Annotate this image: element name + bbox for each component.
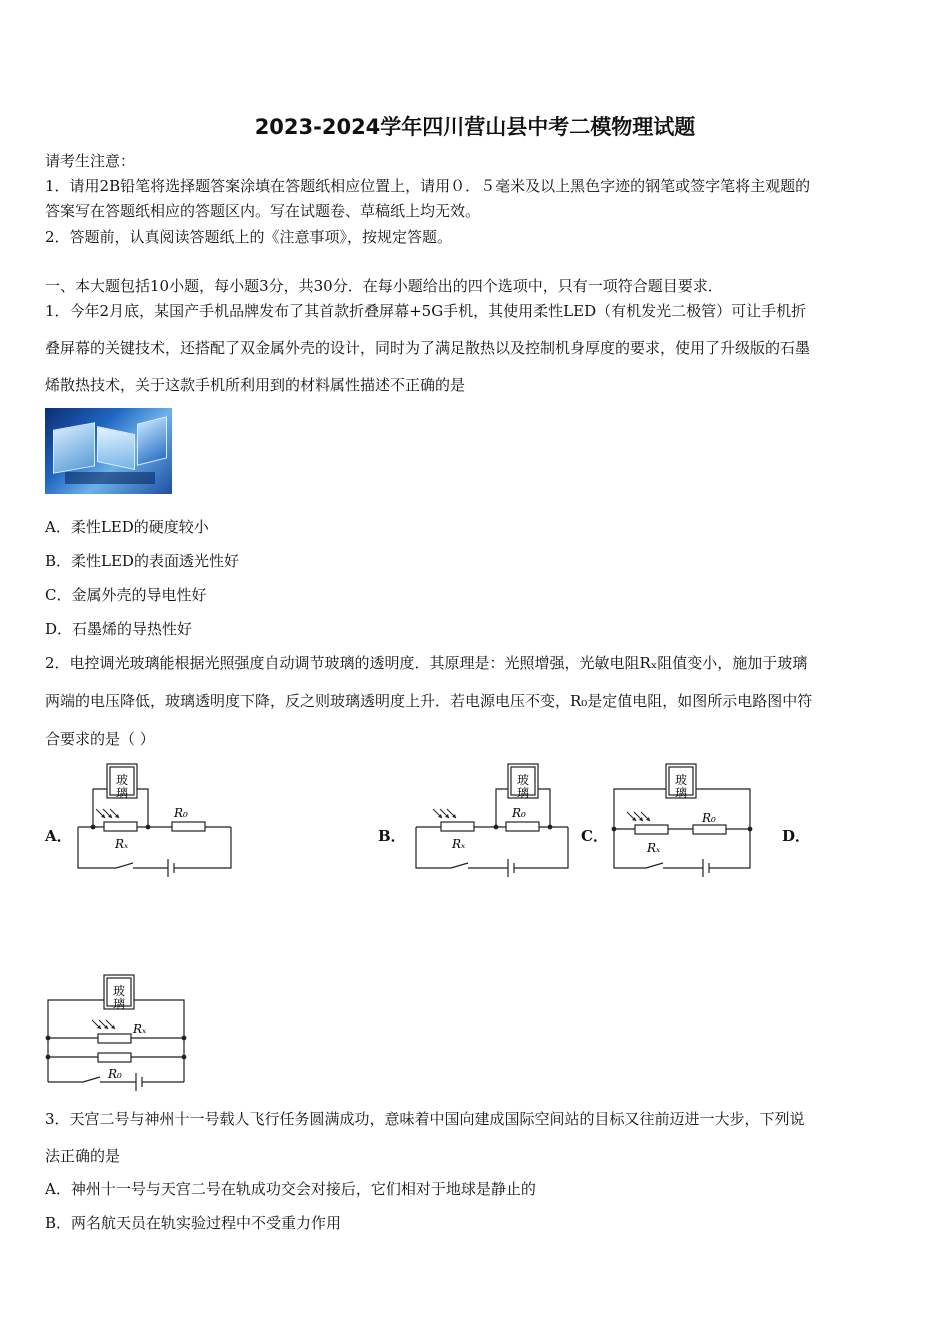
rx-label: Rₓ xyxy=(115,837,129,851)
rx-label: Rₓ xyxy=(452,837,466,851)
glass-label-text: 玻 xyxy=(115,773,129,787)
r0-label: R₀ xyxy=(174,806,188,820)
glass-label-text: 璃 xyxy=(112,997,126,1011)
circuit-a xyxy=(78,764,231,877)
notice-line: 1．请用2B铅笔将选择题答案涂填在答题纸相应位置上，请用０．５毫米及以上黑色字迹的钢笔或签字笔将主观题的 xyxy=(45,177,811,195)
page-title: 2023-2024学年四川营山县中考二模物理试题 xyxy=(254,115,696,139)
question-text: 叠屏幕的关键技术，还搭配了双金属外壳的设计，同时为了满足散热以及控制机身厚度的要求，使用了升级版的石墨 xyxy=(45,339,811,357)
circuit-b xyxy=(416,764,568,877)
notice-line: 答案写在答题纸相应的答题区内。写在试题卷、草稿纸上均无效。 xyxy=(45,202,481,220)
notice-heading: 请考生注意： xyxy=(45,152,136,170)
option-label-d: D． xyxy=(782,827,811,845)
option: B．两名航天员在轨实验过程中不受重力作用 xyxy=(45,1214,342,1232)
rx-label: Rₓ xyxy=(133,1022,147,1036)
option: C．金属外壳的导电性好 xyxy=(45,586,207,604)
option: A．神州十一号与天宫二号在轨成功交会对接后，它们相对于地球是静止的 xyxy=(45,1180,536,1198)
question-text: 3．天宫二号与神州十一号载人飞行任务圆满成功，意味着中国向建成国际空间站的目标又往前迈进一大步，下列说 xyxy=(45,1110,805,1128)
option: A．柔性LED的硬度较小 xyxy=(45,518,209,536)
section-heading: 一、本大题包括10小题，每小题3分，共30分．在每小题给出的四个选项中，只有一项符合题目要求． xyxy=(45,277,723,295)
option-label-b: B． xyxy=(378,827,406,845)
option: D．石墨烯的导热性好 xyxy=(45,620,193,638)
r0-label: R₀ xyxy=(702,811,716,825)
question-text: 2．电控调光玻璃能根据光照强度自动调节玻璃的透明度．其原理是：光照增强，光敏电阻Rₓ阻值变小，施加于玻璃 xyxy=(45,654,808,672)
glass-label-text: 玻 xyxy=(112,984,126,998)
glass-label-text: 玻 xyxy=(674,773,688,787)
option-label-c: C． xyxy=(581,827,608,845)
rx-label: Rₓ xyxy=(647,841,661,855)
question-text: 两端的电压降低，玻璃透明度下降，反之则玻璃透明度上升．若电源电压不变，R₀是定值电阻，如图所示电路图中符 xyxy=(45,692,813,710)
glass-label-text: 璃 xyxy=(115,786,129,800)
question-text: 1．今年2月底，某国产手机品牌发布了其首款折叠屏幕+5G手机，其使用柔性LED（有机发光二极管）可让手机折 xyxy=(45,302,807,320)
question-text: 烯散热技术，关于这款手机所利用到的材料属性描述不正确的是 xyxy=(45,376,466,394)
glass-label-text: 玻 xyxy=(516,773,530,787)
glass-label-text: 璃 xyxy=(516,786,530,800)
question-text: 法正确的是 xyxy=(45,1147,121,1165)
option: B．柔性LED的表面透光性好 xyxy=(45,552,239,570)
option-label-a: A． xyxy=(45,827,72,845)
notice-line: 2．答题前，认真阅读答题纸上的《注意事项》，按规定答题。 xyxy=(45,228,453,246)
question-text: 合要求的是（ ） xyxy=(45,730,155,748)
glass-label-text: 璃 xyxy=(674,786,688,800)
r0-label: R₀ xyxy=(108,1067,122,1081)
r0-label: R₀ xyxy=(512,806,526,820)
